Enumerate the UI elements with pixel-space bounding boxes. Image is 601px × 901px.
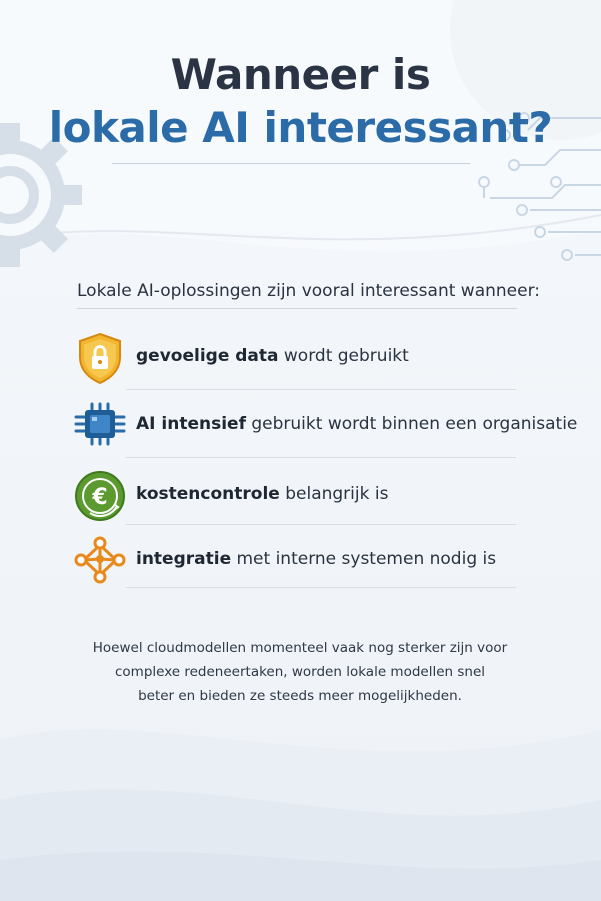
footer-line: Hoewel cloudmodellen momenteel vaak nog sterker zijn voor — [92, 640, 508, 656]
footer-line: beter en bieden ze steeds meer mogelijkheden. — [138, 688, 462, 704]
list-item-sensitive-data — [72, 330, 522, 386]
intro-text: Lokale AI-oplossingen zijn vooral interessant wanneer: — [77, 281, 540, 301]
page-title-line1: Wanneer is — [170, 50, 431, 99]
list-item-label: kostencontrole belangrijk is — [136, 484, 389, 504]
list-item-ai-intensive — [72, 398, 578, 454]
intro-divider — [77, 308, 517, 309]
list-item-cost-control — [72, 468, 522, 524]
item-divider — [126, 587, 516, 588]
network-icon — [72, 533, 128, 589]
svg-text:€: € — [92, 485, 108, 510]
title-divider — [112, 163, 470, 164]
list-item-label: gevoelige data wordt gebruikt — [136, 346, 409, 366]
shield-lock-icon — [72, 330, 128, 386]
footer-text — [60, 636, 540, 708]
footer-line: complexe redeneertaken, worden lokale modellen snel — [114, 664, 486, 680]
chip-icon — [72, 398, 128, 454]
item-divider — [126, 457, 516, 458]
list-item-integration — [72, 533, 522, 589]
page-title-line2: lokale AI interessant? — [48, 103, 553, 152]
item-divider — [126, 389, 516, 390]
euro-icon — [72, 468, 128, 524]
list-item-label: integratie met interne systemen nodig is — [136, 549, 497, 569]
list-item-label: AI intensief gebruikt wordt binnen een organisatie — [136, 414, 578, 434]
item-divider — [126, 524, 516, 525]
